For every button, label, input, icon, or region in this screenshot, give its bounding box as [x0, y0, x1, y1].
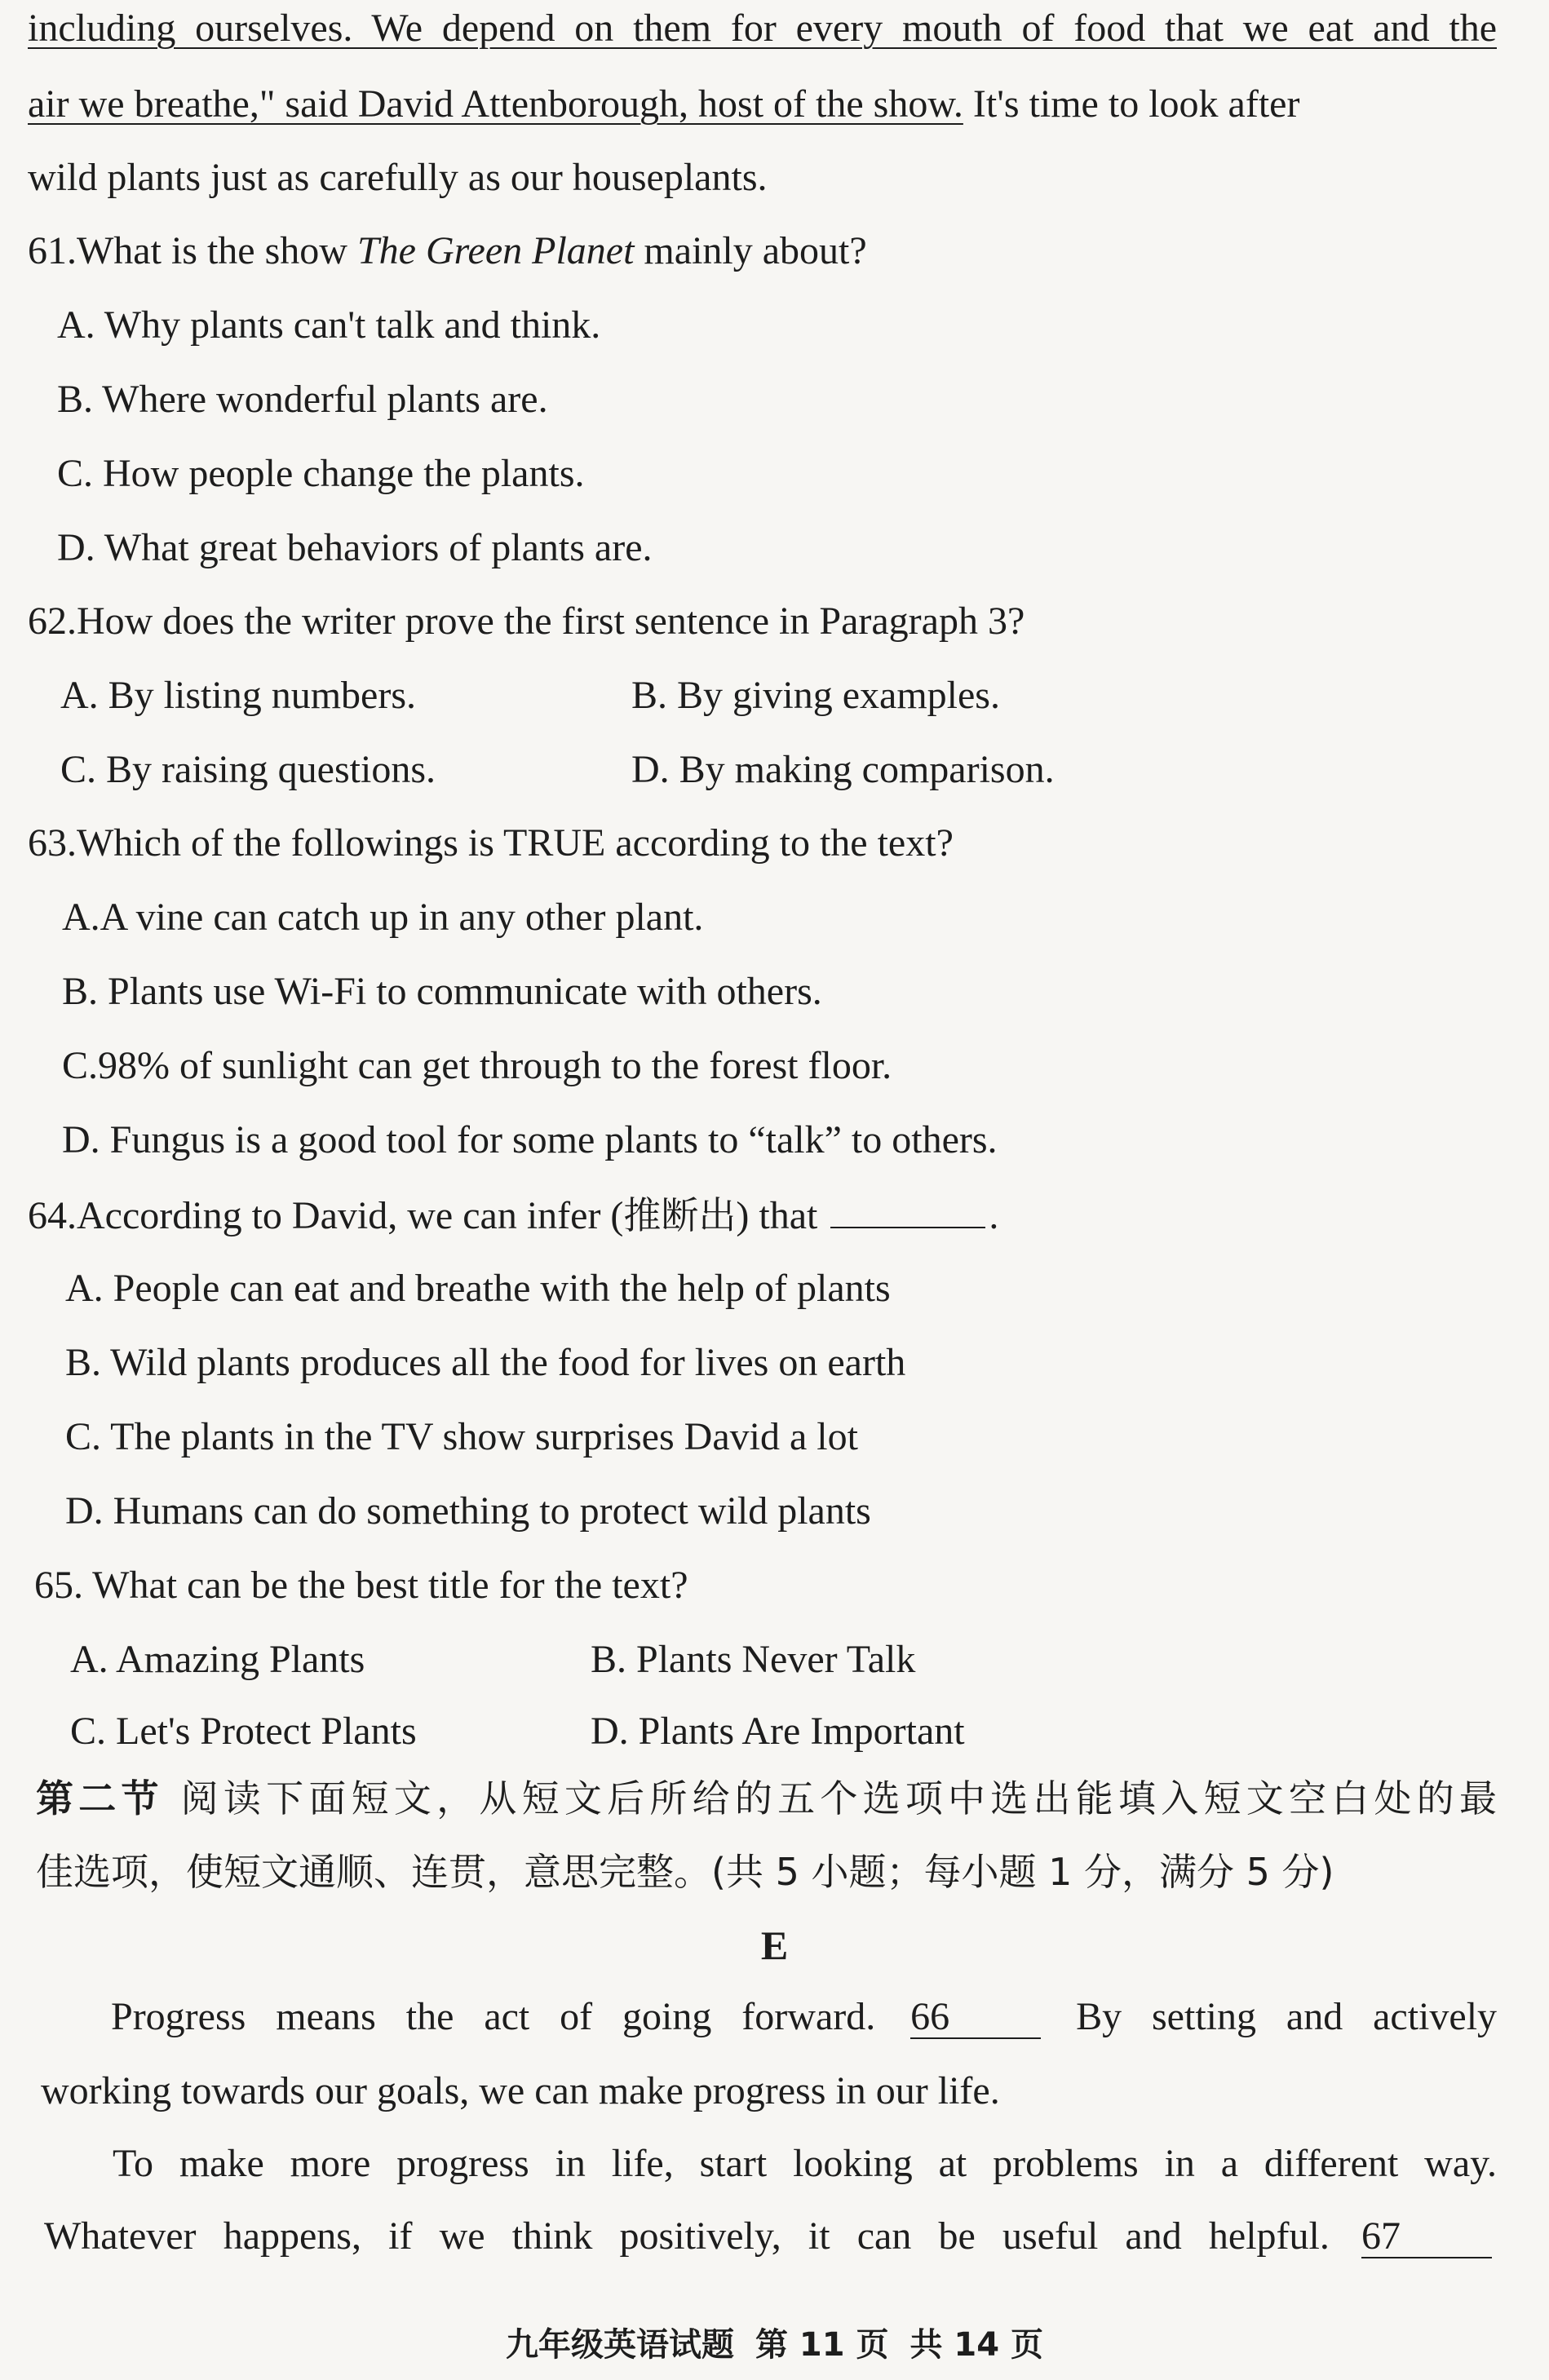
q63-option-d: D. Fungus is a good tool for some plants to “talk” to others.: [62, 1118, 998, 1161]
question-65-stem: 65. What can be the best title for the text?: [34, 1564, 688, 1607]
q64-option-c: C. The plants in the TV show surprises David a lot: [65, 1415, 858, 1458]
passage-line-1: including ourselves. We depend on them for every mouth of food that we eat and the: [28, 7, 1497, 50]
footer-page-total: 共 14 页: [909, 2326, 1043, 2364]
page-footer: [0, 2325, 1549, 2365]
q61-option-c: C. How people change the plants.: [57, 452, 585, 495]
q63-option-c: C.98% of sunlight can get through to the forest floor.: [62, 1044, 892, 1087]
q65-option-d: D. Plants Are Important: [591, 1710, 965, 1753]
passage-line-3: wild plants just as carefully as our houseplants.: [28, 156, 768, 199]
answer-blank: [830, 1191, 985, 1228]
passage-e-heading: E: [760, 1922, 789, 1968]
passage-e-line-1: Progress means the act of going forward. 66 By setting and actively: [111, 1995, 1498, 2038]
q61-option-b: B. Where wonderful plants are.: [57, 378, 548, 421]
q62-option-d: D. By making comparison.: [631, 748, 1055, 791]
quote-underlined: air we breathe," said David Attenborough, host of the show.: [28, 82, 963, 126]
q65-option-c: C. Let's Protect Plants: [70, 1710, 417, 1753]
passage-line-2: air we breathe," said David Attenborough, host of the show. It's time to look after: [28, 82, 1300, 126]
section-label: 第二节: [36, 1776, 164, 1820]
blank-67: 67: [1361, 2216, 1492, 2258]
q62-option-b: B. By giving examples.: [631, 674, 1000, 717]
section-2-instructions-line-2: 佳选项，使短文通顺、连贯，意思完整。(共 5 小题；每小题 1 分，满分 5 分): [36, 1850, 1334, 1894]
footer-page-number: 第 11 页: [755, 2326, 889, 2364]
question-64-stem: 64.According to David, we can infer (推断出) that .: [28, 1191, 1497, 1240]
q63-option-a: A.A vine can catch up in any other plant.: [62, 896, 704, 939]
section-2-instructions-line-1: 第二节 阅读下面短文，从短文后所给的五个选项中选出能填入短文空白处的最: [36, 1776, 1498, 1820]
q63-option-b: B. Plants use Wi-Fi to communicate with others.: [62, 970, 822, 1013]
q62-option-c: C. By raising questions.: [60, 748, 436, 791]
question-61-stem: 61.What is the show The Green Planet mainly about?: [28, 229, 867, 272]
show-title: The Green Planet: [356, 229, 635, 272]
passage-e-line-4: Whatever happens, if we think positively, it can be useful and helpful. 67: [44, 2213, 1497, 2260]
passage-e-line-3: To make more progress in life, start looking at problems in a different way.: [113, 2142, 1497, 2185]
q65-option-a: A. Amazing Plants: [70, 1638, 365, 1681]
q64-option-b: B. Wild plants produces all the food for lives on earth: [65, 1341, 906, 1384]
q62-option-a: A. By listing numbers.: [60, 674, 417, 717]
question-62-stem: 62.How does the writer prove the first sentence in Paragraph 3?: [28, 599, 1025, 643]
blank-66: 66: [910, 1997, 1041, 2039]
q64-option-a: A. People can eat and breathe with the help of plants: [65, 1267, 891, 1310]
q61-option-a: A. Why plants can't talk and think.: [57, 303, 601, 347]
question-63-stem: 63.Which of the followings is TRUE according to the text?: [28, 821, 954, 865]
q61-option-d: D. What great behaviors of plants are.: [57, 526, 653, 569]
footer-exam-title: 九年级英语试题: [506, 2326, 735, 2364]
q65-option-b: B. Plants Never Talk: [591, 1638, 916, 1681]
passage-e-line-2: working towards our goals, we can make progress in our life.: [41, 2069, 1000, 2112]
q64-option-d: D. Humans can do something to protect wild plants: [65, 1489, 871, 1533]
